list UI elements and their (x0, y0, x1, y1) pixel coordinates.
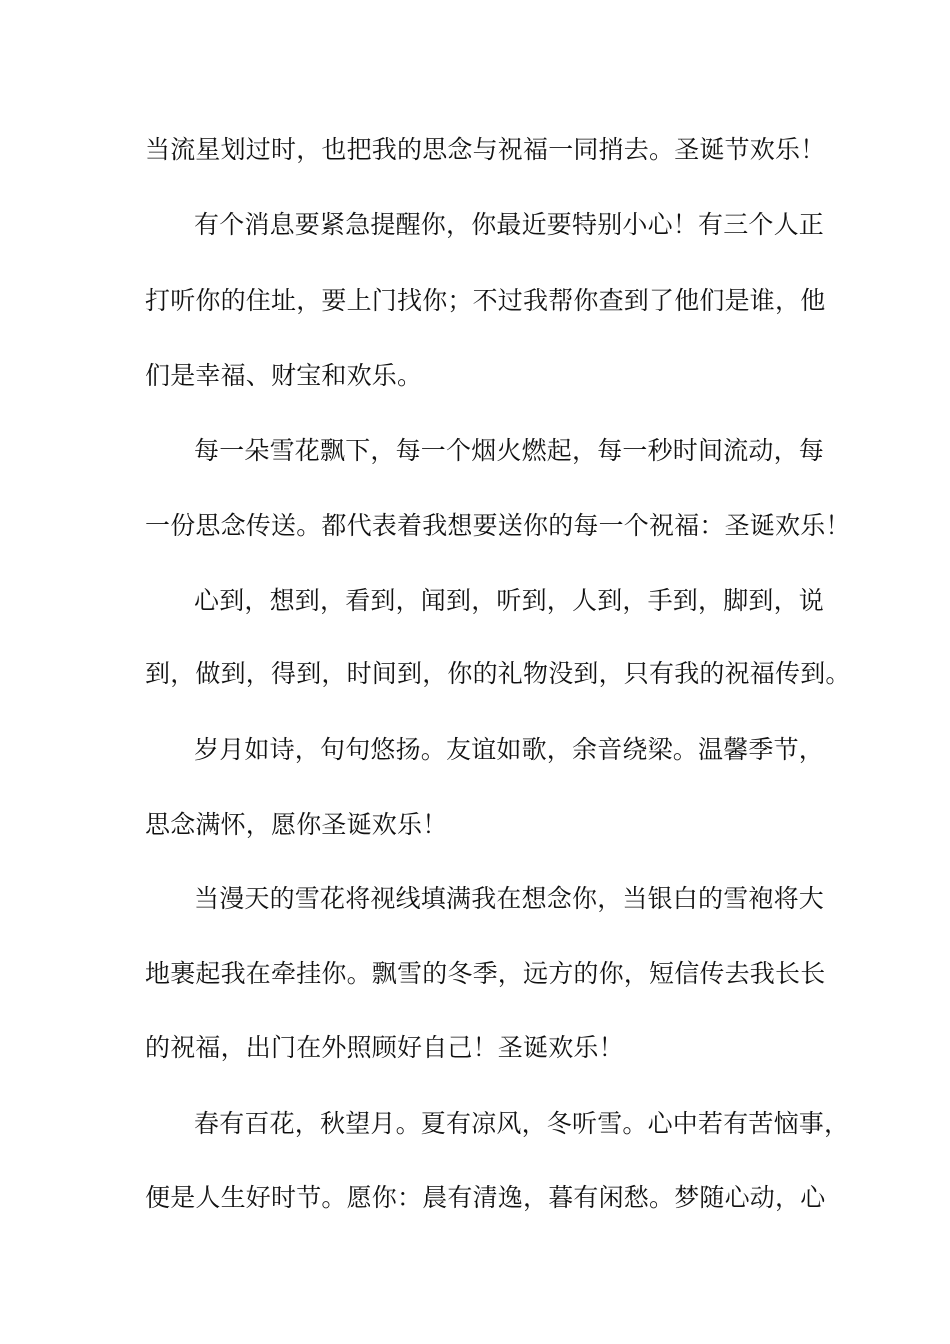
paragraph-first-line: 每一朵雪花飘下，每一个烟火燃起，每一秒时间流动，每 (194, 436, 825, 465)
text-line: 一份思念传送。都代表着我想要送你的每一个祝福：圣诞欢乐！ (145, 511, 851, 540)
text-line: 打听你的住址，要上门找你；不过我帮你查到了他们是谁，他 (145, 286, 826, 315)
text-line: 们是幸福、财宝和欢乐。 (145, 361, 423, 390)
paragraph-first-line: 春有百花，秋望月。夏有凉风，冬听雪。心中若有苦恼事， (194, 1109, 850, 1138)
text-line: 便是人生好时节。愿你：晨有清逸，暮有闲愁。梦随心动，心 (145, 1183, 826, 1212)
text-line: 当流星划过时，也把我的思念与祝福一同捎去。圣诞节欢乐！ (145, 135, 826, 164)
paragraph-first-line: 心到，想到，看到，闻到，听到，人到，手到，脚到，说 (194, 586, 825, 615)
text-line: 到，做到，得到，时间到，你的礼物没到，只有我的祝福传到。 (145, 659, 851, 688)
paragraph-first-line: 当漫天的雪花将视线填满我在想念你，当银白的雪袍将大 (194, 884, 825, 913)
paragraph-first-line: 岁月如诗，句句悠扬。友谊如歌，余音绕梁。温馨季节， (194, 735, 825, 764)
text-line: 的祝福，出门在外照顾好自己！圣诞欢乐！ (145, 1033, 624, 1062)
paragraph-first-line: 有个消息要紧急提醒你，你最近要特别小心！有三个人正 (194, 210, 825, 239)
text-line: 地裹起我在牵挂你。飘雪的冬季，远方的你，短信传去我长长 (145, 959, 826, 988)
text-line: 思念满怀，愿你圣诞欢乐！ (145, 810, 448, 839)
